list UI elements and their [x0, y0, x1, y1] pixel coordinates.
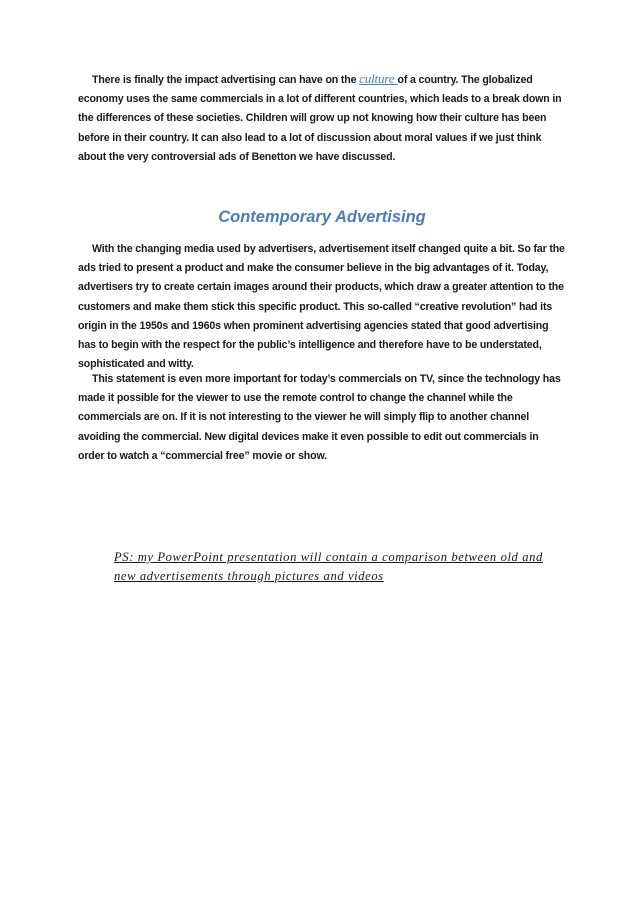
paragraph-text-after-link: of a country. The globalized economy uses the same commercials in a lot of different countries, which leads to a break down in the differences of these societies. Children will grow up not knowing how their culture has been before in their country. It can also lead to a lot of discussion about moral values if we just think about the very controversial ads of Benetton we have discussed. — [78, 74, 562, 163]
culture-link[interactable]: culture — [359, 71, 398, 86]
section-heading: Contemporary Advertising — [218, 208, 426, 226]
paragraph-text-before-link: There is finally the impact advertising can have on the — [92, 74, 357, 86]
paragraph-culture-impact — [78, 69, 566, 167]
paragraph-changing-media — [78, 240, 566, 374]
paragraph-text: This statement is even more important for today’s commercials on TV, since the technology has made it possible for the viewer to use the remote control to change the channel while the commercials are on. If it is not interesting to the viewer he will simply flip to another channel avoiding the commercial. New digital devices make it even possible to edit out commercials in order to watch a “commercial free” movie or show. — [78, 373, 561, 462]
paragraph-text: With the changing media used by advertisers, advertisement itself changed quite a bit. So far the ads tried to present a product and make the consumer believe in the big advantages of it. Today, advertisers try to create certain images around their products, which draw a greater attention to the customers and make them stick this specific product. This so-called “creative revolution” had its origin in the 1950s and 1960s when prominent advertising agencies stated that good advertising has to begin with the respect for the public’s intelligence and therefore have to be understated, sophisticated and witty. — [78, 243, 565, 371]
ps-note: PS: my PowerPoint presentation will contain a comparison between old and new advertisements through pictures and videos — [114, 550, 543, 583]
paragraph-tv-commercials — [78, 370, 566, 466]
